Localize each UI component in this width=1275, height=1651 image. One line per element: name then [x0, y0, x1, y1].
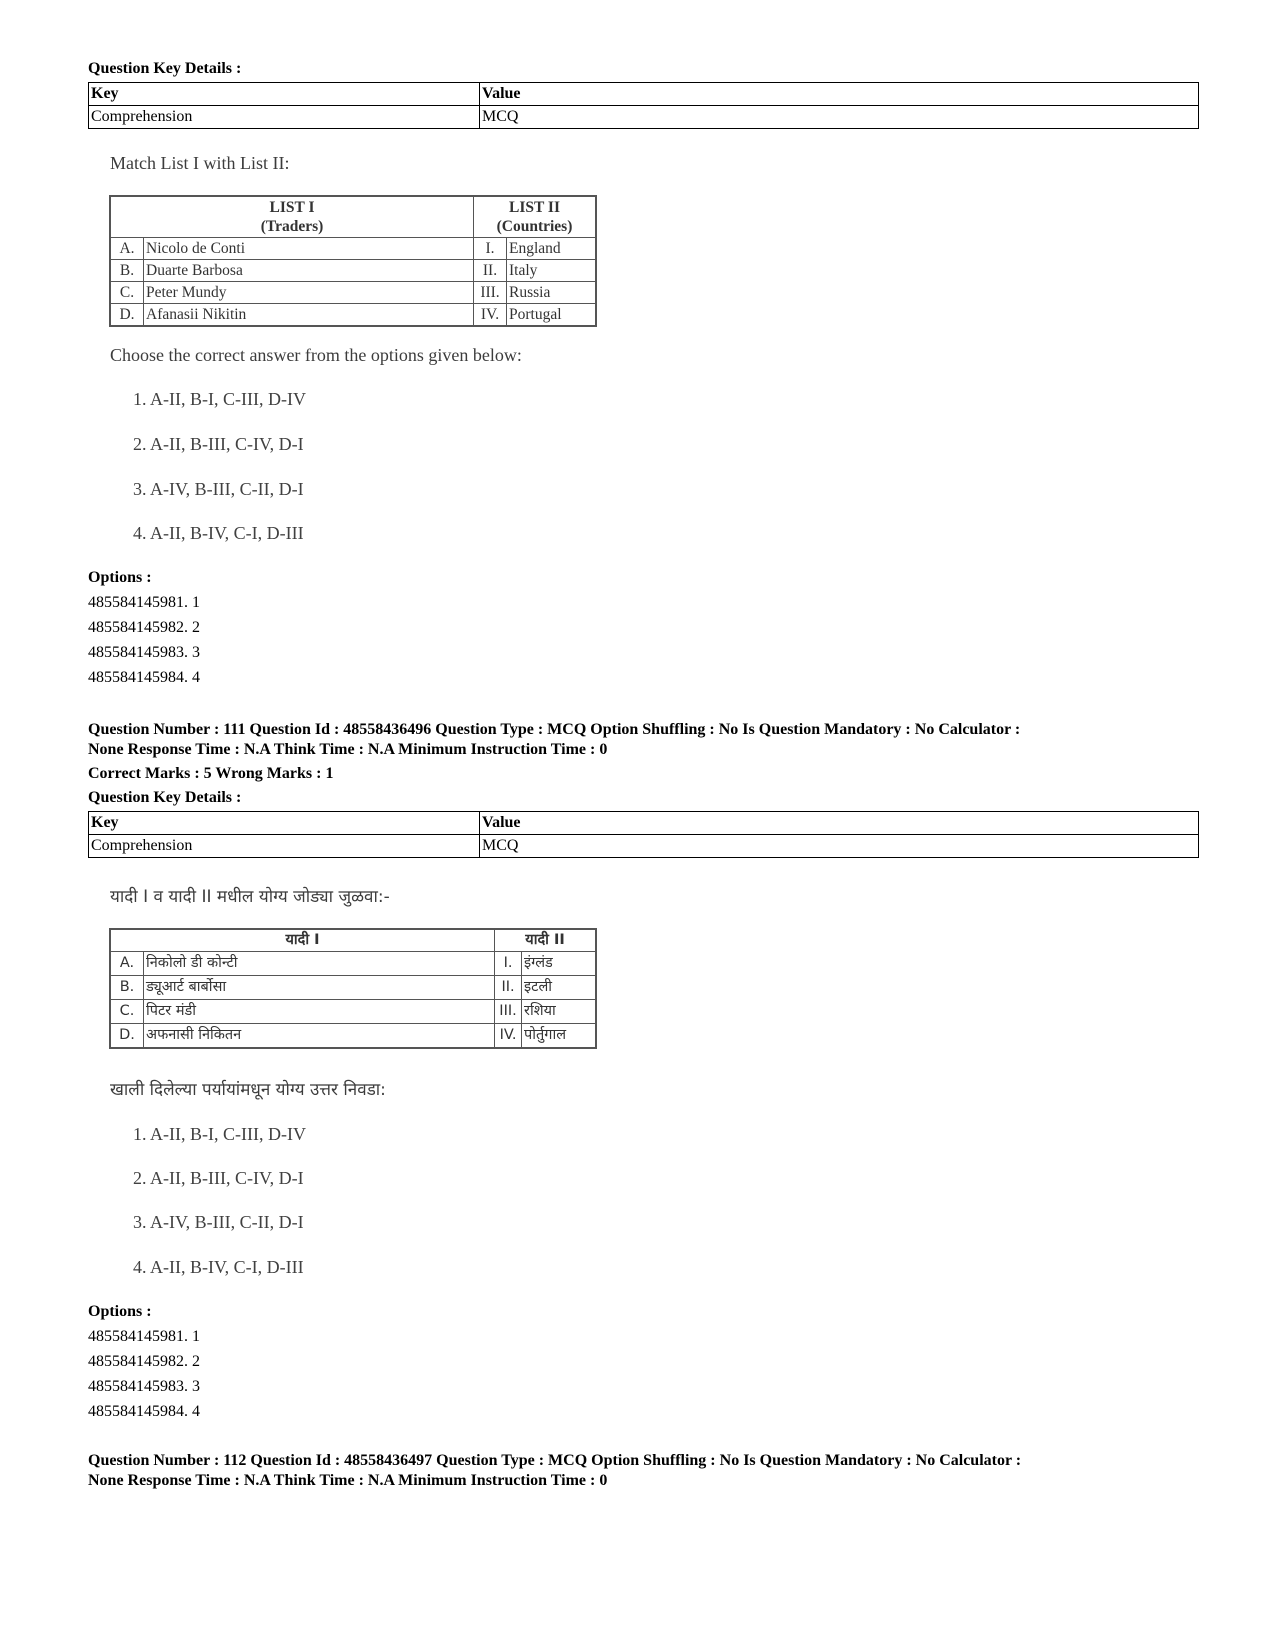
match-header-row	[110, 929, 596, 952]
row-list1-item: अफनासी निकितन	[144, 1024, 495, 1049]
row-numeral: I.	[495, 952, 522, 976]
question-header-line-2: None Response Time : N.A Think Time : N.A Minimum Instruction Time : 0	[88, 741, 608, 758]
row-letter: C.	[110, 1000, 144, 1024]
option-item: 485584145983. 3	[88, 644, 200, 661]
row-list1-item: Duarte Barbosa	[144, 260, 474, 282]
row-numeral: I.	[474, 238, 507, 260]
choice-1: 1. A-II, B-I, C-III, D-IV	[133, 1124, 306, 1144]
row-letter: B.	[110, 976, 144, 1000]
table-header-value: Value	[480, 83, 1199, 106]
row-letter: B.	[110, 260, 144, 282]
choice-2: 2. A-II, B-III, C-IV, D-I	[133, 1168, 304, 1188]
table-header-key: Key	[89, 812, 480, 835]
list1-subtitle: (Traders)	[260, 218, 324, 235]
match-row	[110, 260, 596, 282]
row-list2-item: पोर्तुगाल	[522, 1024, 596, 1049]
question-header-line-1: Question Number : 111 Question Id : 48558436496 Question Type : MCQ Option Shuffling : No Is Question Mandatory : No Calculator :	[88, 721, 1021, 738]
question-key-details-label: Question Key Details :	[88, 789, 242, 806]
row-list1-item: Afanasii Nikitin	[144, 304, 474, 327]
table-row	[89, 835, 1199, 858]
choice-3: 3. A-IV, B-III, C-II, D-I	[133, 479, 304, 499]
row-letter: A.	[110, 952, 144, 976]
row-numeral: II.	[495, 976, 522, 1000]
option-item: 485584145983. 3	[88, 1378, 200, 1395]
table-cell-key: Comprehension	[89, 106, 480, 129]
table-cell-key: Comprehension	[89, 835, 480, 858]
row-list2-item: England	[507, 238, 597, 260]
row-numeral: III.	[474, 282, 507, 304]
row-list2-item: Italy	[507, 260, 597, 282]
row-numeral: III.	[495, 1000, 522, 1024]
row-list2-item: Portugal	[507, 304, 597, 327]
row-letter: C.	[110, 282, 144, 304]
choose-instruction: Choose the correct answer from the options given below:	[110, 345, 522, 365]
table-header-value: Value	[480, 812, 1199, 835]
key-value-table	[88, 811, 1199, 858]
row-list1-item: पिटर मंडी	[144, 1000, 495, 1024]
option-item: 485584145981. 1	[88, 594, 200, 611]
match-row	[110, 304, 596, 327]
list1-header	[110, 196, 474, 238]
table-cell-value: MCQ	[480, 835, 1199, 858]
option-item: 485584145982. 2	[88, 1353, 200, 1370]
options-label: Options :	[88, 569, 152, 586]
options-list	[88, 590, 200, 690]
row-list2-item: Russia	[507, 282, 597, 304]
marks-line: Correct Marks : 5 Wrong Marks : 1	[88, 765, 334, 782]
row-numeral: II.	[474, 260, 507, 282]
question-instruction: यादी I व यादी II मधील योग्य जोड्या जुळवा:-	[110, 887, 390, 907]
option-item: 485584145984. 4	[88, 669, 200, 686]
table-cell-value: MCQ	[480, 106, 1199, 129]
row-list1-item: ड्यूआर्ट बार्बोसा	[144, 976, 495, 1000]
list2-header: यादी II	[495, 929, 596, 952]
row-letter: D.	[110, 1024, 144, 1049]
choice-4: 4. A-II, B-IV, C-I, D-III	[133, 1257, 304, 1277]
options-list	[88, 1324, 200, 1424]
question-header-line-1: Question Number : 112 Question Id : 48558436497 Question Type : MCQ Option Shuffling : No Is Question Mandatory : No Calculator :	[88, 1452, 1022, 1469]
row-letter: D.	[110, 304, 144, 327]
option-item: 485584145984. 4	[88, 1403, 200, 1420]
table-header-row	[89, 83, 1199, 106]
option-item: 485584145982. 2	[88, 619, 200, 636]
question-instruction: Match List I with List II:	[110, 153, 290, 173]
list2-header	[474, 196, 597, 238]
match-row	[110, 976, 596, 1000]
row-numeral: IV.	[495, 1024, 522, 1049]
match-row	[110, 952, 596, 976]
match-row	[110, 1024, 596, 1049]
question-header-line-2: None Response Time : N.A Think Time : N.A Minimum Instruction Time : 0	[88, 1472, 608, 1489]
question-key-details-label: Question Key Details :	[88, 60, 242, 77]
list2-subtitle: (Countries)	[496, 218, 573, 235]
match-row	[110, 238, 596, 260]
match-table	[109, 195, 597, 327]
choice-2: 2. A-II, B-III, C-IV, D-I	[133, 434, 304, 454]
choice-1: 1. A-II, B-I, C-III, D-IV	[133, 389, 306, 409]
row-list1-item: Peter Mundy	[144, 282, 474, 304]
row-list2-item: इटली	[522, 976, 596, 1000]
table-header-row	[89, 812, 1199, 835]
table-header-key: Key	[89, 83, 480, 106]
list1-header: यादी I	[110, 929, 495, 952]
row-numeral: IV.	[474, 304, 507, 327]
match-row	[110, 1000, 596, 1024]
list1-title: LIST I	[269, 199, 315, 216]
row-list1-item: Nicolo de Conti	[144, 238, 474, 260]
row-list2-item: इंग्लंड	[522, 952, 596, 976]
options-label: Options :	[88, 1303, 152, 1320]
match-row	[110, 282, 596, 304]
row-list1-item: निकोलो डी कोन्टी	[144, 952, 495, 976]
choose-instruction: खाली दिलेल्या पर्यायांमधून योग्य उत्तर निवडा:	[110, 1080, 386, 1100]
row-letter: A.	[110, 238, 144, 260]
table-row	[89, 106, 1199, 129]
option-item: 485584145981. 1	[88, 1328, 200, 1345]
list2-title: LIST II	[509, 199, 560, 216]
match-table	[109, 928, 597, 1049]
choice-3: 3. A-IV, B-III, C-II, D-I	[133, 1212, 304, 1232]
match-header-row	[110, 196, 596, 238]
key-value-table	[88, 82, 1199, 129]
choice-4: 4. A-II, B-IV, C-I, D-III	[133, 523, 304, 543]
row-list2-item: रशिया	[522, 1000, 596, 1024]
